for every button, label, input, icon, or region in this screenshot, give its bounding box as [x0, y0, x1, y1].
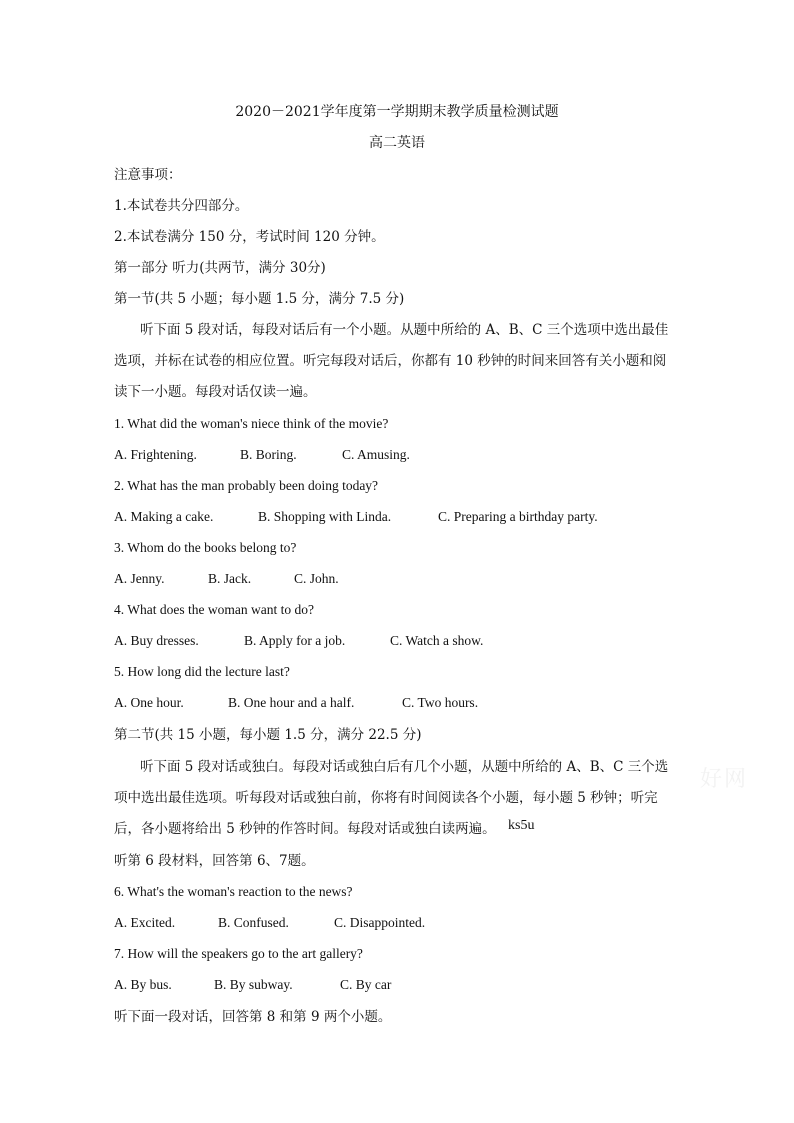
material-instruction: 听第 6 段材料，回答第 6、7题。 — [114, 853, 315, 869]
option: B. Jack. — [208, 571, 252, 586]
option: B. Confused. — [218, 915, 289, 930]
question-stem: 6. What's the woman's reaction to the news? — [114, 884, 353, 899]
option: A. One hour. — [114, 695, 184, 710]
notice-heading: 注意事项： — [114, 167, 182, 183]
option: C. John. — [294, 571, 339, 586]
option: A. Making a cake. — [114, 509, 214, 524]
option: B. Shopping with Linda. — [258, 509, 392, 524]
question-stem: 2. What has the man probably been doing today? — [114, 478, 379, 493]
option: C. Preparing a birthday party. — [438, 509, 598, 524]
option: A. Excited. — [114, 915, 176, 930]
option: C. Two hours. — [402, 695, 479, 710]
ks5u-mark: ks5u — [508, 818, 535, 833]
section1-instruction: 选项，并标在试卷的相应位置。听完每段对话后，你都有 10 秒钟的时间来回答有关小题和阅 — [114, 353, 667, 369]
section2-instruction: 听下面 5 段对话或独白。每段对话或独白后有几个小题，从题中所给的 A、B、C 三个选 — [140, 759, 669, 775]
option: A. By bus. — [114, 977, 172, 992]
question-stem: 3. Whom do the books belong to? — [114, 540, 297, 555]
option: B. Boring. — [240, 447, 297, 462]
notice-item: 1.本试卷共分四部分。 — [114, 198, 249, 214]
page-title: 2020－2021学年度第一学期期末教学质量检测试题 — [235, 104, 559, 120]
section2-instruction: 项中选出最佳选项。听每段对话或独白前，你将有时间阅读各个小题，每小题 5 秒钟；听完 — [114, 790, 658, 806]
notice-item: 2.本试卷满分 150 分，考试时间 120 分钟。 — [114, 229, 385, 245]
option: A. Jenny. — [114, 571, 165, 586]
question-stem: 4. What does the woman want to do? — [114, 602, 314, 617]
section1-instruction: 听下面 5 段对话，每段对话后有一个小题。从题中所给的 A、B、C 三个选项中选出最佳 — [140, 322, 669, 338]
section2-instruction: 后，各小题将给出 5 秒钟的作答时间。每段对话或独白读两遍。 — [114, 821, 496, 837]
option: A. Frightening. — [114, 447, 197, 462]
option: B. Apply for a job. — [244, 633, 346, 648]
subject-title: 高二英语 — [369, 135, 425, 151]
section1-heading: 第一节(共 5 小题；每小题 1.5 分，满分 7.5 分) — [114, 291, 405, 307]
section2-heading: 第二节(共 15 小题，每小题 1.5 分，满分 22.5 分) — [114, 727, 422, 743]
question-stem: 7. How will the speakers go to the art gallery? — [114, 946, 363, 961]
option: C. Watch a show. — [390, 633, 484, 648]
next-dialogue-instruction: 听下面一段对话，回答第 8 和第 9 两个小题。 — [114, 1009, 392, 1025]
option: C. Disappointed. — [334, 915, 426, 930]
part1-heading: 第一部分 听力(共两节，满分 30分) — [114, 260, 326, 276]
watermark: 好网 — [700, 767, 749, 792]
option: C. Amusing. — [342, 447, 410, 462]
option: B. One hour and a half. — [228, 695, 355, 710]
question-stem: 5. How long did the lecture last? — [114, 664, 290, 679]
section1-instruction: 读下一小题。每段对话仅读一遍。 — [114, 384, 317, 400]
question-stem: 1. What did the woman's niece think of the movie? — [114, 416, 389, 431]
option: B. By subway. — [214, 977, 293, 992]
option: A. Buy dresses. — [114, 633, 199, 648]
option: C. By car — [340, 977, 392, 992]
